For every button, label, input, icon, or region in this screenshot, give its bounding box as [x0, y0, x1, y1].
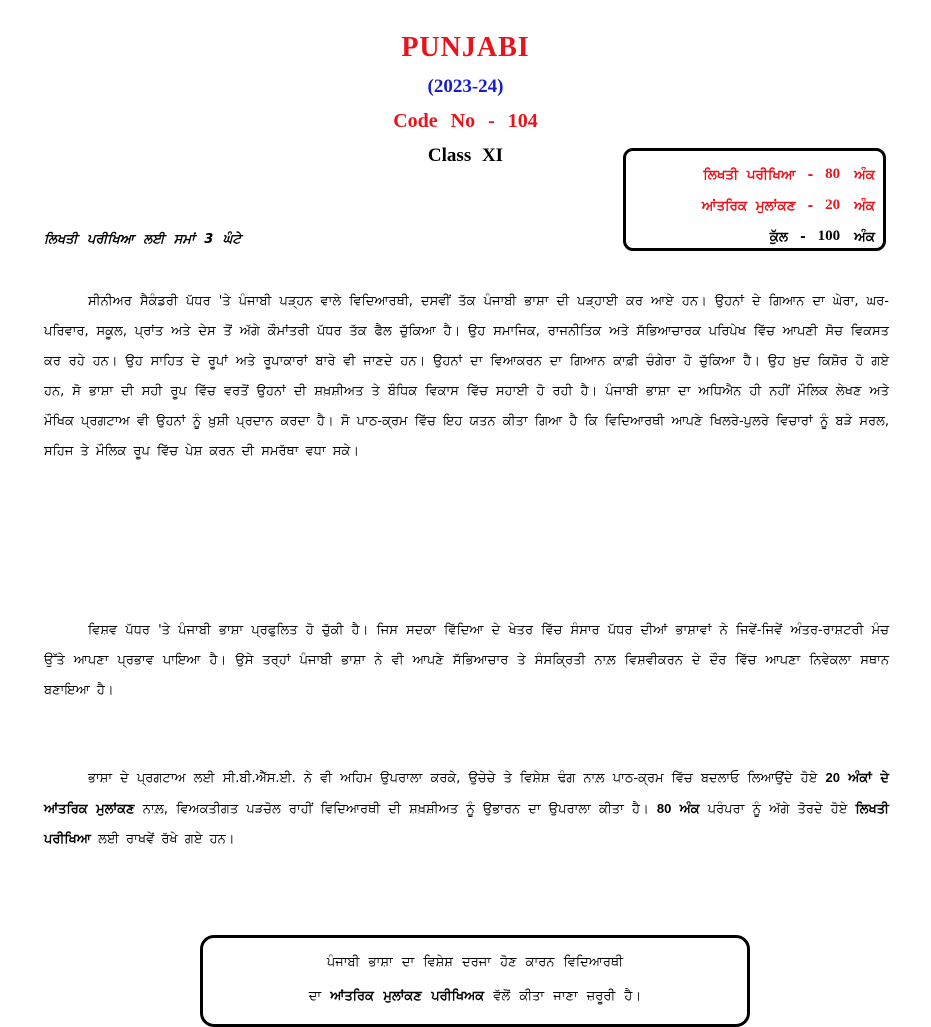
internal-label: ਆਂਤਰਿਕ ਮੁਲਾਂਕਣ	[701, 197, 796, 214]
total-marks-row	[634, 221, 875, 252]
note-text: ਵੱਲੋਂ ਕੀਤਾ ਜਾਣਾ ਜ਼ਰੂਰੀ ਹੈ।	[493, 989, 642, 1004]
paragraph-text: ਨਾਲ਼, ਵਿਅਕਤੀਗਤ ਪੜਚੋਲ ਰਾਹੀਂ ਵਿਦਿਆਰਥੀ ਦੀ ਸ਼ਖ਼ਸ਼ੀਅਤ ਨੂੰ ਉਭਾਰਨ ਦਾ ਉਪਰਾਲਾ ਕੀਤਾ ਹੈ।	[142, 802, 649, 817]
internal-assessment-phrase: ਅੰਕਾਂ ਦੇ ਆਂਤਰਿਕ ਮੁਲਾਂਕਣ	[44, 771, 889, 817]
paragraph-intro	[44, 287, 889, 467]
paragraph-text: ਸੀਨੀਅਰ ਸੈਕੰਡਰੀ ਪੱਧਰ 'ਤੇ ਪੰਜਾਬੀ ਪੜ੍ਹਨ ਵਾਲੇ ਵਿਦਿਆਰਥੀ, ਦਸਵੀਂ ਤੱਕ ਪੰਜਾਬੀ ਭਾਸ਼ਾ ਦੀ ਪੜ੍ਹਾਈ ਕਰ ਆਏ ਹਨ। ਉਹਨਾਂ ਦੇ ਗਿਆਨ ਦਾ ਘੇਰਾ, ਘਰ-ਪਰਿਵਾਰ, ਸਕੂਲ, ਪ੍ਰਾਂਤ ਅਤੇ ਦੇਸ ਤੋਂ ਅੱਗੇ ਕੌਮਾਂਤਰੀ ਪੱਧਰ ਤੱਕ ਫੈਲ ਚੁੱਕਿਆ ਹੈ। ਉਹ ਸਮਾਜਿਕ, ਰਾਜਨੀਤਿਕ ਅਤੇ ਸੱਭਿਆਚਾਰਕ ਪਰਿਪੇਖ ਵਿੱਚ ਆਪਣੀ ਸੋਚ ਵਿਕਸਤ ਕਰ ਰਹੇ ਹਨ। ਉਹ ਸਾਹਿਤ ਦੇ ਰੂਪਾਂ ਅਤੇ ਰੂਪਾਕਾਰਾਂ ਬਾਰੇ ਵੀ ਜਾਣਦੇ ਹਨ। ਉਹਨਾਂ ਦਾ ਵਿਆਕਰਨ ਦਾ ਗਿਆਨ ਕਾਫ਼ੀ ਚੰਗੇਰਾ ਹੋ ਚੁੱਕਿਆ ਹੈ। ਉਹ ਖ਼ੁਦ ਕਿਸ਼ੋਰ ਹੋ ਗਏ ਹਨ, ਸੋ ਭਾਸ਼ਾ ਦੀ ਸਹੀ ਰੂਪ ਵਿੱਚ ਵਰਤੋਂ ਉਹਨਾਂ ਦੀ ਸ਼ਖ਼ਸ਼ੀਅਤ ਤੇ ਬੌਧਿਕ ਵਿਕਾਸ ਵਿੱਚ ਸਹਾਈ ਹੋ ਰਹੀ ਹੈ। ਪੰਜਾਬੀ ਭਾਸ਼ਾ ਦਾ ਅਧਿਐਨ ਹੀ ਨਹੀਂ ਮੌਲਿਕ ਲੇਖਣ ਅਤੇ ਮੌਖਿਕ ਪ੍ਰਗਟਾਅ ਵੀ ਉਹਨਾਂ ਨੂੰ ਖ਼ੁਸ਼ੀ ਪ੍ਰਦਾਨ ਕਰਦਾ ਹੈ। ਸੋ ਪਾਠ-ਕ੍ਰਮ ਵਿੱਚ ਇਹ ਯਤਨ ਕੀਤਾ ਗਿਆ ਹੈ ਕਿ ਵਿਦਿਆਰਥੀ ਆਪਣੇ ਖਿਲਰੇ-ਪੁਲਰੇ ਵਿਚਾਰਾਂ ਨੂੰ ਬੜੇ ਸਰਲ, ਸਹਿਜ ਤੇ ਮੌਲਿਕ ਰੂਪ ਵਿੱਚ ਪੇਸ਼ ਕਰਨ ਦੀ ਸਮਰੱਥਾ ਵਧਾ ਸਕੇ।	[44, 294, 889, 459]
marks-distribution-box	[623, 148, 886, 251]
note-box	[200, 935, 750, 1027]
paragraph-global	[44, 616, 889, 706]
internal-marks-row	[634, 190, 875, 221]
written-label: ਲਿਖਤੀ ਪਰੀਖਿਆ	[703, 166, 796, 183]
note-line-1: ਪੰਜਾਬੀ ਭਾਸ਼ਾ ਦਾ ਵਿਸ਼ੇਸ਼ ਦਰਜਾ ਹੋਣ ਕਾਰਨ ਵਿਦਿਆਰਥੀ	[326, 955, 624, 970]
paragraph-assessment	[44, 763, 889, 855]
paragraph-text: ਭਾਸ਼ਾ ਦੇ ਪ੍ਰਗਟਾਅ ਲਈ ਸੀ.ਬੀ.ਐੱਸ.ਈ. ਨੇ ਵੀ ਅਹਿਮ ਉਪਰਾਲਾ ਕਰਕੇ, ਉਚੇਚੇ ਤੇ ਵਿਸ਼ੇਸ਼ ਢੰਗ ਨਾਲ਼ ਪਾਠ-ਕ੍ਰਮ ਵਿੱਚ ਬਦਲਾਓ ਲਿਆਉਂਦੇ ਹੋਏ	[88, 771, 818, 786]
session-year: (2023-24)	[427, 76, 504, 97]
note-text: ਦਾ	[308, 989, 322, 1004]
paragraph-text: ਵਿਸ਼ਵ ਪੱਧਰ 'ਤੇ ਪੰਜਾਬੀ ਭਾਸ਼ਾ ਪ੍ਰਫੁਲਿਤ ਹੋ ਚੁੱਕੀ ਹੈ। ਜਿਸ ਸਦਕਾ ਵਿੱਦਿਆ ਦੇ ਖੇਤਰ ਵਿੱਚ ਸੰਸਾਰ ਪੱਧਰ ਦੀਆਂ ਭਾਸ਼ਾਵਾਂ ਨੇ ਜਿਵੇਂ-ਜਿਵੇਂ ਅੰਤਰ-ਰਾਸ਼ਟਰੀ ਮੰਚ ਉੱਤੇ ਆਪਣਾ ਪ੍ਰਭਾਵ ਪਾਇਆ ਹੈ। ਉਸੇ ਤਰ੍ਹਾਂ ਪੰਜਾਬੀ ਭਾਸ਼ਾ ਨੇ ਵੀ ਆਪਣੇ ਸੱਭਿਆਚਾਰ ਤੇ ਸੰਸਕ੍ਰਿਤੀ ਨਾਲ਼ ਵਿਸ਼ਵੀਕਰਨ ਦੇ ਦੌਰ ਵਿੱਚ ਆਪਣਾ ਨਿਵੇਕਲਾ ਸਥਾਨ ਬਣਾਇਆ ਹੈ।	[44, 623, 889, 698]
written-exam-phrase: ਲਿਖਤੀ ਪਰੀਖਿਆ	[44, 802, 889, 847]
dash: -	[807, 166, 814, 183]
exam-duration-line: ਲਿਖਤੀ ਪਰੀਖਿਆ ਲਈ ਸਮਾਂ 3 ਘੰਟੇ	[44, 232, 241, 247]
written-marks: 80	[825, 166, 841, 182]
total-label: ਕੁੱਲ	[769, 228, 789, 245]
marks-unit: ਅੰਕ	[854, 228, 875, 245]
dash: -	[800, 228, 806, 245]
paragraph-text: ਪਰੰਪਰਾ ਨੂੰ ਅੱਗੇ ਤੋਰਦੇ ਹੋਏ	[707, 802, 848, 817]
total-marks: 100	[817, 228, 841, 244]
dash: -	[807, 197, 814, 214]
marks-word: ਅੰਕ	[679, 802, 700, 817]
internal-marks: 20	[825, 197, 841, 213]
marks-unit: ਅੰਕ	[854, 197, 875, 214]
subject-code: Code No - 104	[393, 110, 538, 132]
note-line-2	[203, 980, 747, 1014]
class-label: Class XI	[427, 145, 504, 166]
written-marks-number: 80	[656, 801, 672, 816]
written-marks-row	[634, 159, 875, 190]
paragraph-text: ਲਈ ਰਾਖਵੇਂ ਰੱਖੇ ਗਏ ਹਨ।	[98, 832, 235, 847]
note-bold-phrase: ਆਂਤਰਿਕ ਮੁਲਾਂਕਣ ਪਰੀਖਿਅਕ	[330, 989, 485, 1004]
marks-unit: ਅੰਕ	[854, 166, 875, 183]
subject-title: PUNJABI	[401, 32, 530, 63]
internal-marks-number: 20	[825, 770, 841, 785]
